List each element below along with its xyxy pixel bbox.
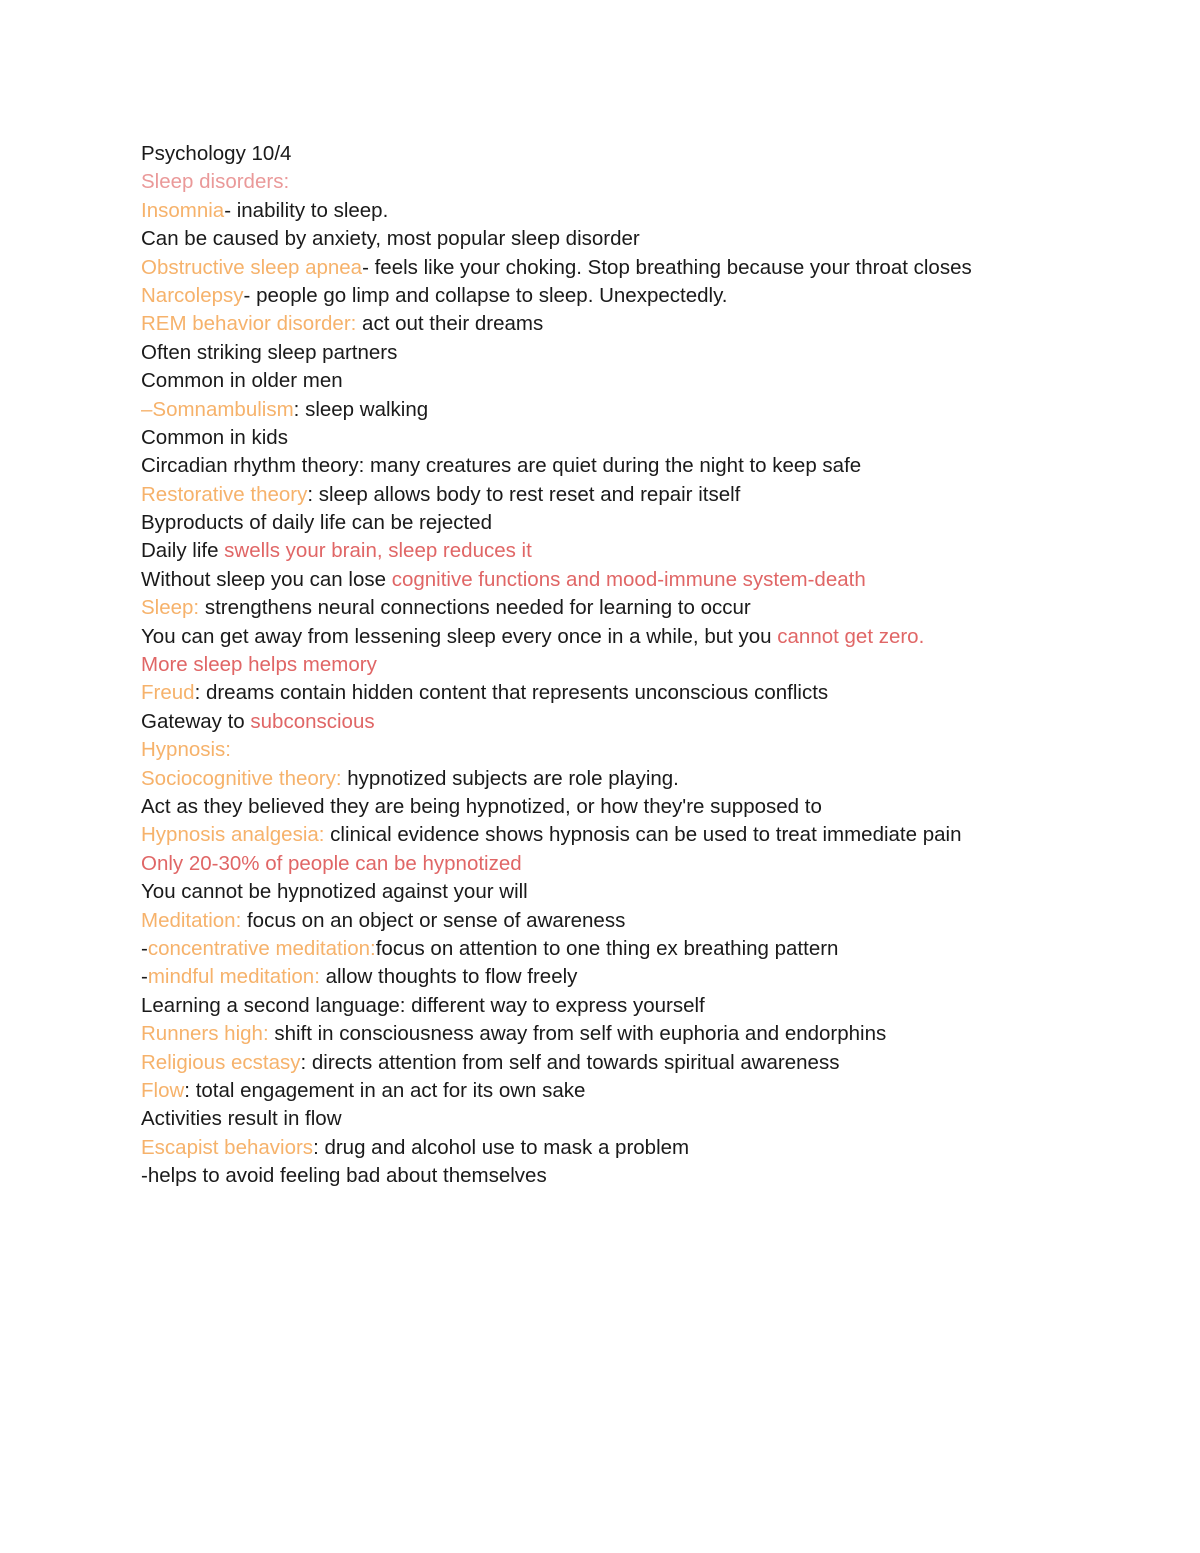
note-line (141, 1077, 1141, 1105)
note-line (141, 1105, 1141, 1133)
note-text: Common in older men (141, 369, 343, 393)
note-line (141, 1049, 1141, 1077)
highlighted-term: Narcolepsy (141, 283, 244, 307)
highlighted-term: Hypnosis analgesia: (141, 823, 325, 847)
highlighted-term: Meditation: (141, 908, 242, 932)
note-text: Act as they believed they are being hypnotized, or how they're supposed to (141, 794, 822, 818)
note-line (141, 254, 1141, 282)
note-line (141, 282, 1141, 310)
note-text: Common in kids (141, 425, 288, 449)
note-text: - people go limp and collapse to sleep. Unexpectedly. (243, 283, 728, 307)
note-text: You can get away from lessening sleep every once in a while, but you (141, 624, 778, 648)
note-text: Daily life (141, 539, 225, 563)
highlighted-term: Sociocognitive theory: (141, 766, 342, 790)
note-text: -helps to avoid feeling bad about themselves (141, 1164, 547, 1188)
highlighted-term: Sleep: (141, 596, 200, 620)
note-text: Can be caused by anxiety, most popular sleep disorder (141, 227, 640, 251)
highlighted-term: Flow (141, 1078, 185, 1102)
note-text: act out their dreams (356, 312, 544, 336)
note-text: focus on attention to one thing ex breathing pattern (375, 936, 839, 960)
highlighted-term: swells your brain, sleep reduces it (224, 539, 532, 563)
note-text: : sleep walking (293, 397, 429, 421)
note-text: : drug and alcohol use to mask a problem (313, 1135, 690, 1159)
note-text: Circadian rhythm theory: many creatures are quiet during the night to keep safe (141, 454, 862, 478)
note-line (141, 651, 1141, 679)
note-line (141, 708, 1141, 736)
note-line (141, 878, 1141, 906)
note-text: : directs attention from self and towards spiritual awareness (300, 1050, 840, 1074)
note-line (141, 225, 1141, 253)
note-line (141, 1134, 1141, 1162)
note-text: focus on an object or sense of awareness (241, 908, 626, 932)
note-line (141, 992, 1141, 1020)
highlighted-term: Restorative theory (141, 482, 308, 506)
note-text: Gateway to (141, 709, 251, 733)
note-text: - (141, 936, 148, 960)
note-line (141, 963, 1141, 991)
note-text: - feels like your choking. Stop breathing because your throat closes (362, 255, 972, 279)
note-line (141, 623, 1141, 651)
note-line (141, 821, 1141, 849)
highlighted-term: concentrative meditation: (147, 936, 376, 960)
note-text: You cannot be hypnotized against your will (141, 880, 528, 904)
note-text: Without sleep you can lose (141, 567, 392, 591)
note-line (141, 1162, 1141, 1190)
note-text: - inability to sleep. (224, 198, 389, 222)
note-line (141, 168, 1141, 196)
note-text: allow thoughts to flow freely (319, 965, 578, 989)
note-text: Activities result in flow (141, 1107, 342, 1131)
note-line (141, 339, 1141, 367)
note-text: : dreams contain hidden content that represents unconscious conflicts (194, 681, 829, 705)
highlighted-term: subconscious (250, 709, 375, 733)
note-line (141, 793, 1141, 821)
note-line (141, 1020, 1141, 1048)
note-text: Byproducts of daily life can be rejected (141, 511, 492, 535)
note-text: clinical evidence shows hypnosis can be used to treat immediate pain (324, 823, 962, 847)
highlighted-term: –Somnambulism (141, 397, 294, 421)
note-line (141, 765, 1141, 793)
highlighted-term: More sleep helps memory (141, 653, 377, 677)
note-line (141, 481, 1141, 509)
note-line (141, 424, 1141, 452)
notes-body (141, 140, 1141, 1190)
note-text: : total engagement in an act for its own sake (184, 1078, 586, 1102)
note-line (141, 396, 1141, 424)
highlighted-term: Escapist behaviors (141, 1135, 314, 1159)
note-line (141, 850, 1141, 878)
note-text: Often striking sleep partners (141, 340, 398, 364)
note-line (141, 679, 1141, 707)
highlighted-term: Sleep disorders: (141, 170, 290, 194)
note-text: Psychology 10/4 (141, 142, 292, 165)
highlighted-term: Hypnosis: (141, 738, 232, 762)
highlighted-term: cannot get zero. (777, 624, 925, 648)
highlighted-term: mindful meditation: (147, 965, 320, 989)
note-line (141, 367, 1141, 395)
highlighted-term: REM behavior disorder: (141, 312, 357, 336)
note-line (141, 197, 1141, 225)
note-line (141, 566, 1141, 594)
note-line (141, 537, 1141, 565)
note-text: hypnotized subjects are role playing. (341, 766, 679, 790)
note-text: shift in consciousness away from self with euphoria and endorphins (268, 1022, 887, 1046)
note-text: Learning a second language: different way to express yourself (141, 993, 705, 1017)
highlighted-term: Runners high: (141, 1022, 269, 1046)
note-line (141, 452, 1141, 480)
note-line (141, 736, 1141, 764)
highlighted-term: Only 20-30% of people can be hypnotized (141, 851, 522, 875)
note-line (141, 935, 1141, 963)
note-line (141, 594, 1141, 622)
highlighted-term: cognitive functions and mood-immune system-death (391, 567, 866, 591)
note-line (141, 509, 1141, 537)
document-title (141, 140, 1141, 168)
note-text: strengthens neural connections needed for learning to occur (199, 596, 751, 620)
note-text: : sleep allows body to rest reset and repair itself (307, 482, 741, 506)
note-line (141, 907, 1141, 935)
highlighted-term: Religious ecstasy (141, 1050, 301, 1074)
note-line (141, 310, 1141, 338)
highlighted-term: Insomnia (141, 198, 225, 222)
highlighted-term: Obstructive sleep apnea (141, 255, 363, 279)
highlighted-term: Freud (141, 681, 195, 705)
note-text: - (141, 965, 148, 989)
